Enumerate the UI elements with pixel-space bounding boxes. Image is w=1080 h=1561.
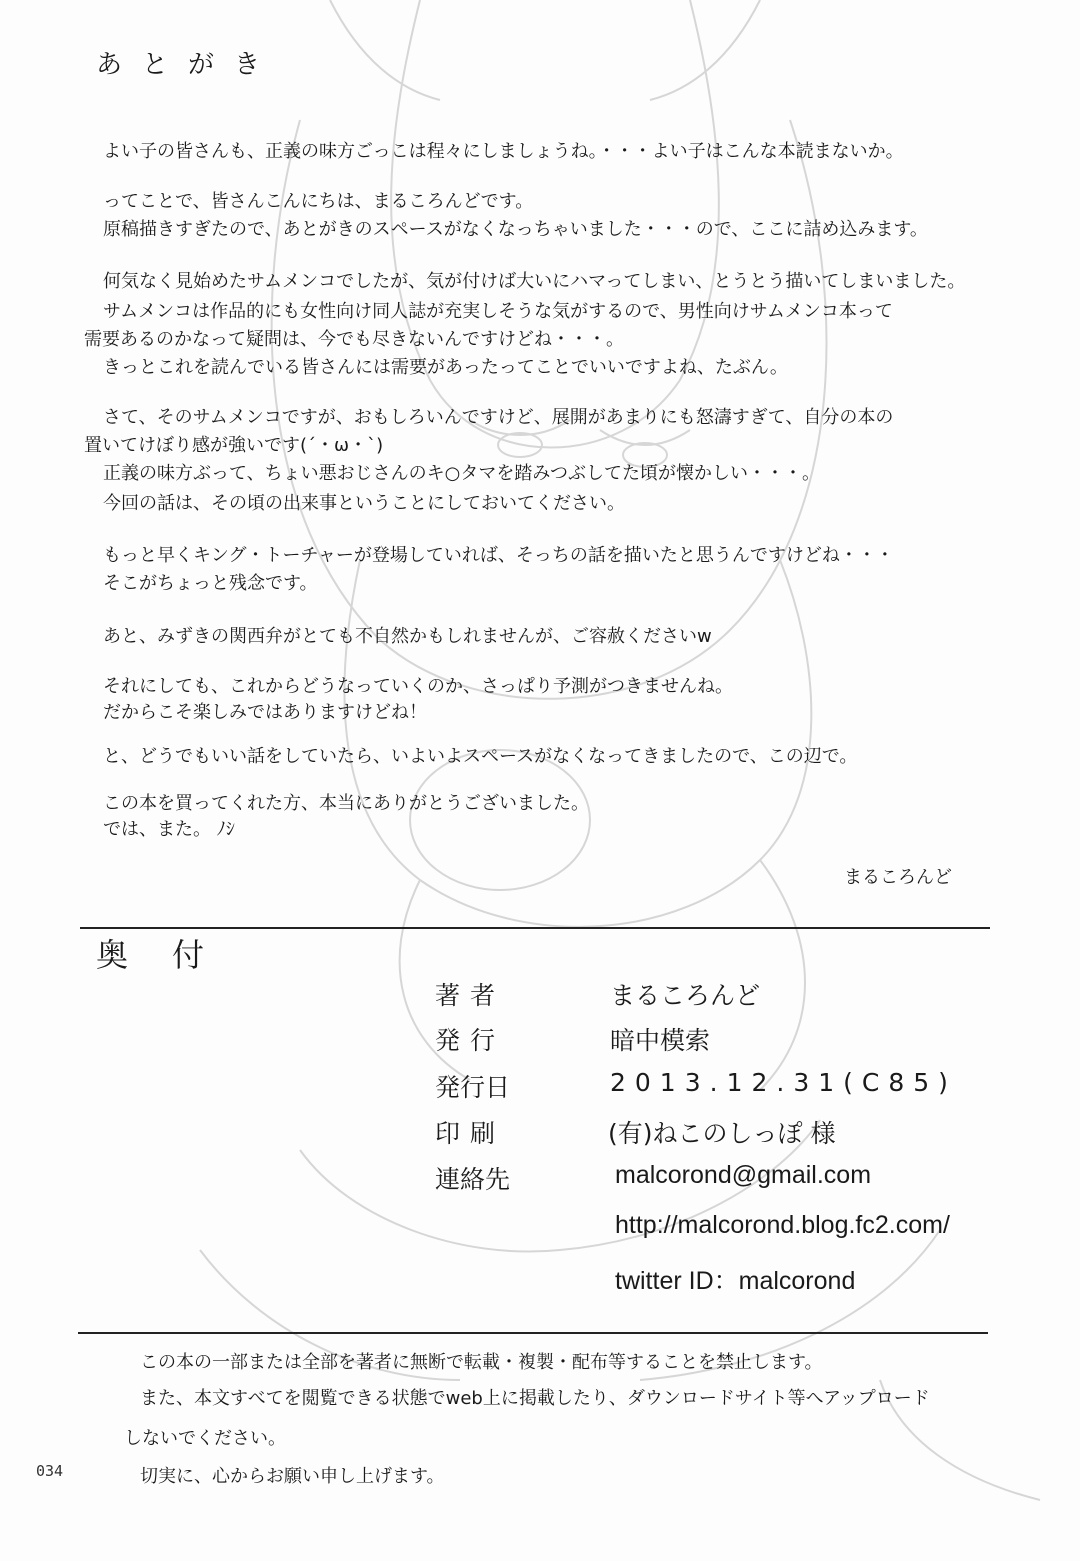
notice-line: また、本文すべてを閲覧できる状態でweb上に掲載したり、ダウンロードサイト等へアップロード xyxy=(140,1388,930,1409)
afterword-line: そこがちょっと残念です。 xyxy=(103,573,318,594)
colophon-value-publisher: 暗中模索 xyxy=(610,1026,711,1055)
afterword-line: サムメンコは作品的にも女性向け同人誌が充実しそうな気がするので、男性向けサムメンコ本って xyxy=(103,301,893,322)
afterword-line: それにしても、これからどうなっていくのか、さっぱり予測がつきませんね。 xyxy=(103,676,733,697)
afterword-line: 何気なく見始めたサムメンコでしたが、気が付けば大いにハマってしまい、とうとう描いてしまいました。 xyxy=(103,271,966,292)
afterword-line: だからこそ楽しみではありますけどね！ xyxy=(103,702,427,723)
afterword-signature: まるころんど xyxy=(844,867,952,888)
afterword-line: では、また。 ﾉｼ xyxy=(103,819,235,840)
colophon-label-printer: 印刷 xyxy=(435,1119,506,1148)
afterword-line: あと、みずきの関西弁がとても不自然かもしれませんが、ご容赦くださいw xyxy=(103,626,712,647)
colophon-label-date: 発行日 xyxy=(435,1073,511,1102)
page-number: 034 xyxy=(36,1462,64,1480)
afterword-line: きっとこれを読んでいる皆さんには需要があったってことでいいですよね、たぶん。 xyxy=(103,357,788,378)
afterword-line: 今回の話は、その頃の出来事ということにしておいてください。 xyxy=(103,493,625,514)
contact-email: malcorond@gmail.com xyxy=(615,1161,872,1189)
contact-twitter: twitter ID：malcorond xyxy=(615,1267,856,1295)
colophon-label-contact: 連絡先 xyxy=(435,1165,511,1194)
contact-blog-url: http://malcorond.blog.fc2.com/ xyxy=(615,1211,950,1239)
notice-line: この本の一部または全部を著者に無断で転載・複製・配布等することを禁止します。 xyxy=(140,1352,823,1373)
divider-rule xyxy=(80,927,990,929)
afterword-line: 需要あるのかなって疑問は、今でも尽きないんですけどね・・・。 xyxy=(84,329,624,350)
notice-line: しないでください。 xyxy=(124,1428,286,1449)
afterword-heading: あとがき xyxy=(96,50,281,80)
afterword-line: 正義の味方ぶって、ちょい悪おじさんのキ○タマを踏みつぶしてた頃が懐かしい・・・。 xyxy=(103,463,820,484)
notice-line: 切実に、心からお願い申し上げます。 xyxy=(140,1466,445,1487)
colophon-heading: 奥付 xyxy=(96,936,249,974)
afterword-line: さて、そのサムメンコですが、おもしろいんですけど、展開があまりにも怒濤すぎて、自分の本の xyxy=(103,407,894,428)
colophon-value-author: まるころんど xyxy=(610,981,761,1010)
afterword-line: ってことで、皆さんこんにちは、まるころんどです。 xyxy=(103,191,534,212)
colophon-value-printer: (有)ねこのしっぽ 様 xyxy=(608,1119,836,1148)
divider-rule xyxy=(78,1332,988,1334)
afterword-line: 原稿描きすぎたので、あとがきのスペースがなくなっちゃいました・・・ので、ここに詰め込みます。 xyxy=(103,219,928,240)
afterword-line: よい子の皆さんも、正義の味方ごっこは程々にしましょうね。・・・よい子はこんな本読まないか。 xyxy=(103,141,904,162)
afterword-line: もっと早くキング・トーチャーが登場していれば、そっちの話を描いたと思うんですけどね・・・ xyxy=(103,545,894,566)
colophon-value-date: 2013.12.31(C85) xyxy=(610,1068,957,1097)
afterword-line: と、どうでもいい話をしていたら、いよいよスペースがなくなってきましたので、この辺で。 xyxy=(103,746,858,767)
colophon-label-publisher: 発行 xyxy=(435,1026,506,1055)
colophon-label-author: 著者 xyxy=(435,981,506,1010)
afterword-line: 置いてけぼり感が強いです(´・ω・`) xyxy=(84,435,384,456)
afterword-line: この本を買ってくれた方、本当にありがとうございました。 xyxy=(103,793,589,814)
